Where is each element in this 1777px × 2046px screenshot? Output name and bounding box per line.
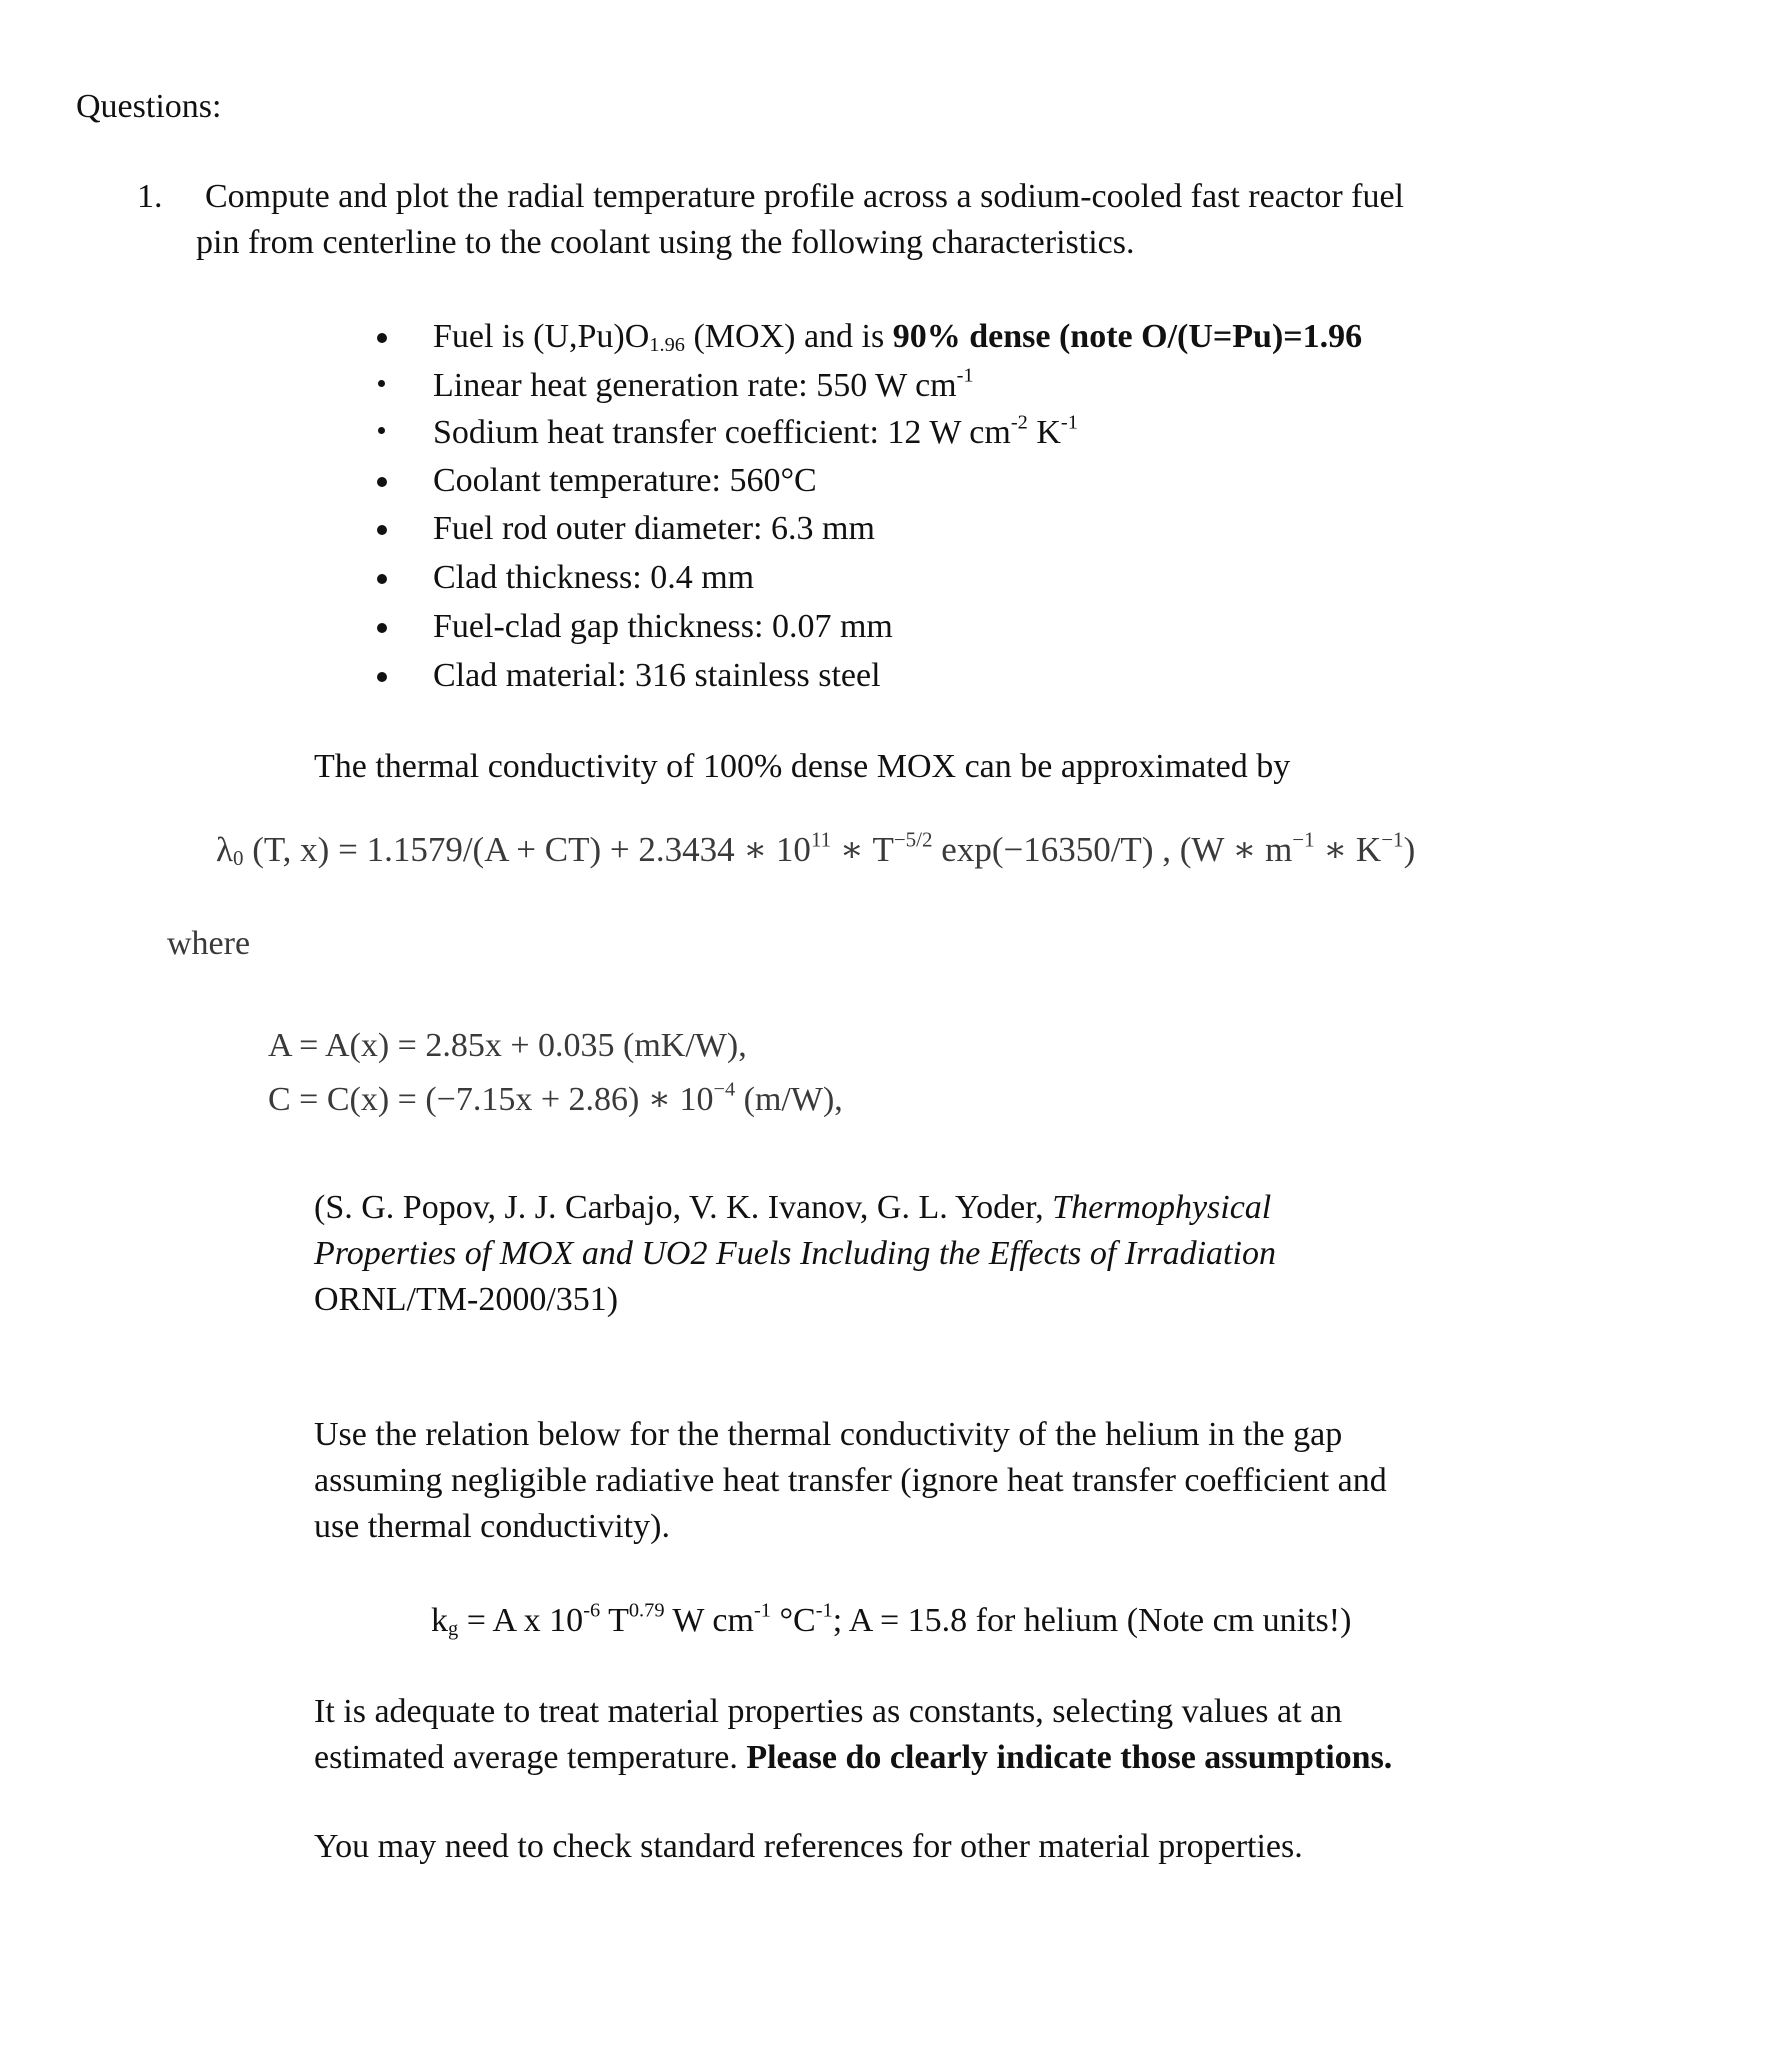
mox-conductivity-formula: $\lambda_0$ (T, x) = 1.1579/(A + CT) + 2.3434 ∗ $10^{11}$ ∗ $T^{-5/2}$ exp(−16350/T) , (W ∗ $m^{-1}$ ∗ $K^{-1}$) [216,827,1416,871]
heading: Questions: [76,88,222,125]
references-note: You may need to check standard references for other material properties. [314,1828,1303,1865]
question-line-2: pin from centerline to the coolant using the following characteristics. [196,224,1135,261]
bullet-coolant-temp: Coolant temperature: 560°C [433,462,817,499]
bullet-sodium-htc: Sodium heat transfer coefficient: 12 W $cm^{-2}$ $K^{-1}$ [433,411,1078,451]
c-definition: C = C(x) = (−7.15x + 2.86) ∗ $10^{-4}$ (m/W), [268,1078,843,1118]
helium-text-line-3: use thermal conductivity). [314,1508,670,1545]
citation-line-1: (S. G. Popov, J. J. Carbajo, V. K. Ivanov, G. L. Yoder, Thermophysical [314,1189,1272,1226]
bullet-icon [377,672,387,682]
bullet-linear-heat: Linear heat generation rate: 550 W $cm^{-1}$ [433,364,974,404]
bullet-icon [377,477,387,487]
helium-text-line-2: assuming negligible radiative heat transfer (ignore heat transfer coefficient and [314,1462,1387,1499]
helium-conductivity-formula: $k_g = A$ x $10^{-6}$ $T^{0.79}$ W $cm^{-1}$ $^\circ C^{-1}$; A = 15.8 for helium (Note cm units!) [431,1599,1352,1641]
bullet-clad-material: Clad material: 316 stainless steel [433,657,881,694]
where-label: where [167,925,251,962]
bullet-rod-diameter: Fuel rod outer diameter: 6.3 mm [433,510,875,547]
assumptions-line-2: estimated average temperature. Please do clearly indicate those assumptions. [314,1739,1393,1776]
bullet-gap-thickness: Fuel-clad gap thickness: 0.07 mm [433,608,893,645]
assumptions-line-1: It is adequate to treat material properties as constants, selecting values at an [314,1693,1343,1730]
bullet-fuel: Fuel is $(U,Pu)O_{1.96}$ (MOX) and is 90% dense (note O/(U=Pu)=1.96 [433,318,1363,357]
bullet-icon [378,380,385,387]
bullet-icon [378,427,385,434]
bullet-icon [377,623,387,633]
bullet-icon [377,333,387,343]
citation-line-2: Properties of MOX and UO2 Fuels Including the Effects of Irradiation [314,1235,1276,1272]
conductivity-intro: The thermal conductivity of 100% dense MOX can be approximated by [314,748,1291,785]
helium-text-line-1: Use the relation below for the thermal conductivity of the helium in the gap [314,1416,1343,1453]
citation-line-3: ORNL/TM-2000/351) [314,1281,619,1318]
a-definition: A = A(x) = 2.85x + 0.035 (mK/W), [268,1027,747,1064]
question-number: 1. [137,178,163,215]
question-line-1: Compute and plot the radial temperature profile across a sodium-cooled fast reactor fuel [205,178,1404,215]
bullet-clad-thickness: Clad thickness: 0.4 mm [433,559,755,596]
bullet-icon [377,525,387,535]
bullet-icon [377,574,387,584]
